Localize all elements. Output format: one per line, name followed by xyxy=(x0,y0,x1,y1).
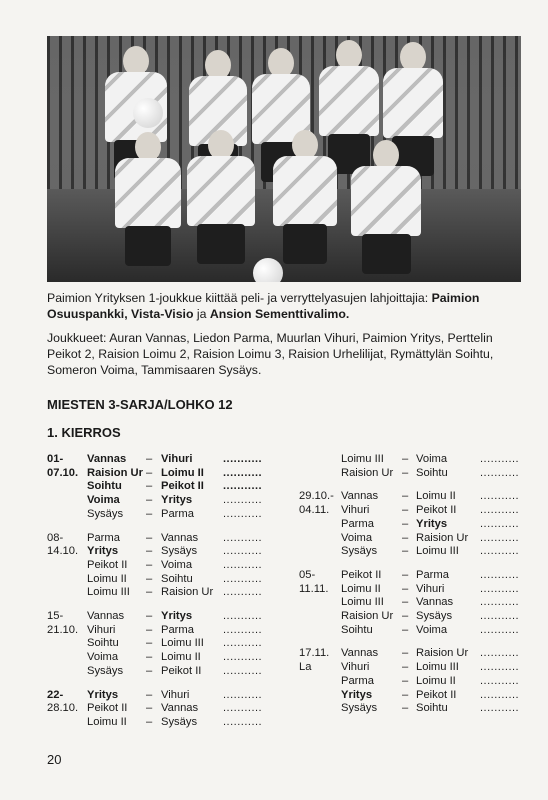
home-team: Vihuri xyxy=(341,661,370,674)
match-dash: – xyxy=(402,453,409,465)
result-blank: ........... xyxy=(480,453,520,465)
match-dash: – xyxy=(146,702,153,715)
away-team: Parma xyxy=(161,623,194,636)
away-team: Loimu III xyxy=(416,661,459,674)
home-team: Voima xyxy=(87,651,119,664)
result-blank: ........... xyxy=(223,651,263,664)
match-dash: – xyxy=(402,517,409,530)
match-date: 08- xyxy=(47,531,64,544)
match-date: 15- xyxy=(47,610,64,622)
home-team: Parma xyxy=(87,531,120,544)
home-team: Vannas xyxy=(341,647,379,660)
result-blank: ........... xyxy=(223,558,263,571)
match-dash: – xyxy=(402,582,409,595)
result-blank: ........... xyxy=(223,453,263,465)
match-dash: – xyxy=(402,568,409,581)
match-dash: – xyxy=(146,715,153,728)
match-dash: – xyxy=(146,586,153,599)
away-team: Soihtu xyxy=(416,702,448,715)
match-dash: – xyxy=(146,623,153,636)
result-blank: ........... xyxy=(223,664,263,677)
away-team: Vannas xyxy=(161,531,199,544)
away-team: Loimu III xyxy=(416,545,459,558)
match-dash: – xyxy=(146,572,153,585)
home-team: Loimu II xyxy=(87,715,127,728)
home-team: Sysäys xyxy=(341,702,378,715)
match-dash: – xyxy=(402,490,409,503)
match-dash: – xyxy=(402,610,409,622)
home-team: Raision Ur xyxy=(341,610,394,622)
match-dash: – xyxy=(146,507,153,520)
match-dash: – xyxy=(146,466,153,479)
match-dash: – xyxy=(402,504,409,517)
home-team: Loimu II xyxy=(87,572,127,585)
away-team: Loimu II xyxy=(161,651,201,664)
result-blank: ........... xyxy=(480,623,520,636)
home-team: Vannas xyxy=(87,453,127,465)
teams-line: Someron Voima, Tammisaaren Sysäys. xyxy=(47,363,262,377)
player xyxy=(351,140,421,280)
match-dash: – xyxy=(402,623,409,636)
match-dash: – xyxy=(146,453,153,465)
match-dash: – xyxy=(146,480,153,493)
away-team: Vannas xyxy=(161,702,199,715)
match-date: 01- xyxy=(47,453,64,465)
result-blank: ........... xyxy=(223,494,263,507)
home-team: Loimu III xyxy=(87,586,130,599)
match-date: 28.10. xyxy=(47,702,79,715)
away-team: Soihtu xyxy=(416,466,448,479)
match-dash: – xyxy=(146,494,153,507)
result-blank: ........... xyxy=(223,480,263,493)
match-dash: – xyxy=(146,637,153,650)
result-blank: ........... xyxy=(223,531,263,544)
round-title: 1. KIERROS xyxy=(47,425,121,440)
away-team: Loimu II xyxy=(416,490,456,503)
match-date: 21.10. xyxy=(47,623,79,636)
away-team: Loimu II xyxy=(416,674,456,687)
teams-line: Peikot 2, Raision Loimu 2, Raision Loimu 3, Raision Urhelilijat, Rymättylän Soihtu, xyxy=(47,347,494,361)
match-dash: – xyxy=(402,545,409,558)
home-team: Voima xyxy=(87,494,120,507)
volleyball xyxy=(133,98,163,128)
away-team: Parma xyxy=(161,507,194,520)
result-blank: ........... xyxy=(223,610,263,622)
caption-sponsor: Osuuspankki, Vista-Visio xyxy=(47,307,194,321)
away-team: Loimu III xyxy=(161,637,204,650)
result-blank: ........... xyxy=(480,517,520,530)
away-team: Peikot II xyxy=(416,688,457,701)
home-team: Vihuri xyxy=(341,504,370,517)
home-team: Yritys xyxy=(341,688,373,701)
away-team: Yritys xyxy=(416,517,448,530)
result-blank: ........... xyxy=(480,545,520,558)
away-team: Vihuri xyxy=(161,688,190,701)
player xyxy=(273,130,337,270)
photo-caption xyxy=(47,290,527,322)
match-dash: – xyxy=(402,674,409,687)
teams-paragraph xyxy=(47,330,527,378)
result-blank: ........... xyxy=(223,466,263,479)
away-team: Yritys xyxy=(161,610,193,622)
away-team: Sysäys xyxy=(161,545,198,558)
home-team: Soihtu xyxy=(87,637,119,650)
section-title: MIESTEN 3-SARJA/LOHKO 12 xyxy=(47,397,233,412)
match-date: 29.10.- xyxy=(299,490,334,503)
match-dash: – xyxy=(402,661,409,674)
player xyxy=(187,130,255,270)
player xyxy=(115,132,181,272)
match-dash: – xyxy=(146,610,153,622)
away-team: Soihtu xyxy=(161,572,193,585)
home-team: Loimu II xyxy=(341,582,381,595)
away-team: Sysäys xyxy=(416,610,453,622)
home-team: Voima xyxy=(341,531,373,544)
away-team: Vihuri xyxy=(416,582,445,595)
result-blank: ........... xyxy=(480,688,520,701)
result-blank: ........... xyxy=(223,702,263,715)
result-blank: ........... xyxy=(480,582,520,595)
teams-line: Joukkueet: Auran Vannas, Liedon Parma, Muurlan Vihuri, Paimion Yritys, Perttelin xyxy=(47,331,493,345)
result-blank: ........... xyxy=(480,661,520,674)
caption-text: ja xyxy=(193,307,210,321)
away-team: Raision Ur xyxy=(161,586,214,599)
match-date: La xyxy=(299,661,312,674)
away-team: Parma xyxy=(416,568,449,581)
home-team: Soihtu xyxy=(87,480,122,493)
result-blank: ........... xyxy=(223,715,263,728)
caption-sponsor: Paimion xyxy=(431,291,480,305)
home-team: Vannas xyxy=(341,490,379,503)
match-dash: – xyxy=(146,558,153,571)
home-team: Sysäys xyxy=(87,664,124,677)
away-team: Voima xyxy=(161,558,193,571)
home-team: Yritys xyxy=(87,545,119,558)
match-date: 11.11. xyxy=(299,582,329,595)
match-date: 14.10. xyxy=(47,545,79,558)
home-team: Yritys xyxy=(87,688,119,701)
match-date: 07.10. xyxy=(47,466,79,479)
away-team: Voima xyxy=(416,453,448,465)
volleyball xyxy=(253,258,283,282)
home-team: Peikot II xyxy=(87,702,128,715)
match-dash: – xyxy=(146,664,153,677)
result-blank: ........... xyxy=(480,702,520,715)
caption-sponsor: Ansion Sementtivalimo. xyxy=(209,307,350,321)
result-blank: ........... xyxy=(480,568,520,581)
home-team: Parma xyxy=(341,517,374,530)
away-team: Peikot II xyxy=(416,504,457,517)
home-team: Parma xyxy=(341,674,374,687)
match-dash: – xyxy=(402,688,409,701)
home-team: Vannas xyxy=(87,610,125,622)
away-team: Voima xyxy=(416,623,448,636)
result-blank: ........... xyxy=(223,507,263,520)
away-team: Vihuri xyxy=(161,453,193,465)
match-dash: – xyxy=(146,545,153,558)
result-blank: ........... xyxy=(480,531,520,544)
home-team: Loimu III xyxy=(341,453,384,465)
result-blank: ........... xyxy=(223,688,263,701)
home-team: Raision Ur xyxy=(341,466,394,479)
result-blank: ........... xyxy=(223,586,263,599)
match-date: 22- xyxy=(47,688,64,701)
result-blank: ........... xyxy=(223,623,263,636)
away-team: Loimu II xyxy=(161,466,204,479)
match-date: 05- xyxy=(299,568,316,581)
result-blank: ........... xyxy=(480,466,520,479)
result-blank: ........... xyxy=(480,490,520,503)
match-dash: – xyxy=(402,596,409,609)
away-team: Vannas xyxy=(416,596,454,609)
caption-text: Paimion Yrityksen 1-joukkue kiittää peli- ja verryttelyasujen lahjoittajia: xyxy=(47,291,432,305)
result-blank: ........... xyxy=(480,504,520,517)
away-team: Peikot II xyxy=(161,480,204,493)
team-photo xyxy=(47,36,521,282)
match-dash: – xyxy=(146,651,153,664)
home-team: Sysäys xyxy=(87,507,124,520)
result-blank: ........... xyxy=(480,647,520,660)
match-dash: – xyxy=(402,647,409,660)
home-team: Vihuri xyxy=(87,623,116,636)
result-blank: ........... xyxy=(480,674,520,687)
page-number: 20 xyxy=(47,752,62,767)
away-team: Raision Ur xyxy=(416,531,469,544)
match-dash: – xyxy=(146,531,153,544)
home-team: Raision Ur xyxy=(87,466,143,479)
home-team: Peikot II xyxy=(87,558,128,571)
home-team: Loimu III xyxy=(341,596,384,609)
home-team: Peikot II xyxy=(341,568,382,581)
result-blank: ........... xyxy=(480,610,520,622)
result-blank: ........... xyxy=(480,596,520,609)
match-date: 04.11. xyxy=(299,504,330,517)
away-team: Raision Ur xyxy=(416,647,469,660)
result-blank: ........... xyxy=(223,572,263,585)
match-dash: – xyxy=(146,688,153,701)
home-team: Soihtu xyxy=(341,623,373,636)
home-team: Sysäys xyxy=(341,545,378,558)
result-blank: ........... xyxy=(223,637,263,650)
result-blank: ........... xyxy=(223,545,263,558)
match-dash: – xyxy=(402,702,409,715)
away-team: Yritys xyxy=(161,494,193,507)
match-dash: – xyxy=(402,466,409,479)
match-dash: – xyxy=(402,531,409,544)
away-team: Sysäys xyxy=(161,715,198,728)
away-team: Peikot II xyxy=(161,664,202,677)
match-date: 17.11. xyxy=(299,647,330,660)
